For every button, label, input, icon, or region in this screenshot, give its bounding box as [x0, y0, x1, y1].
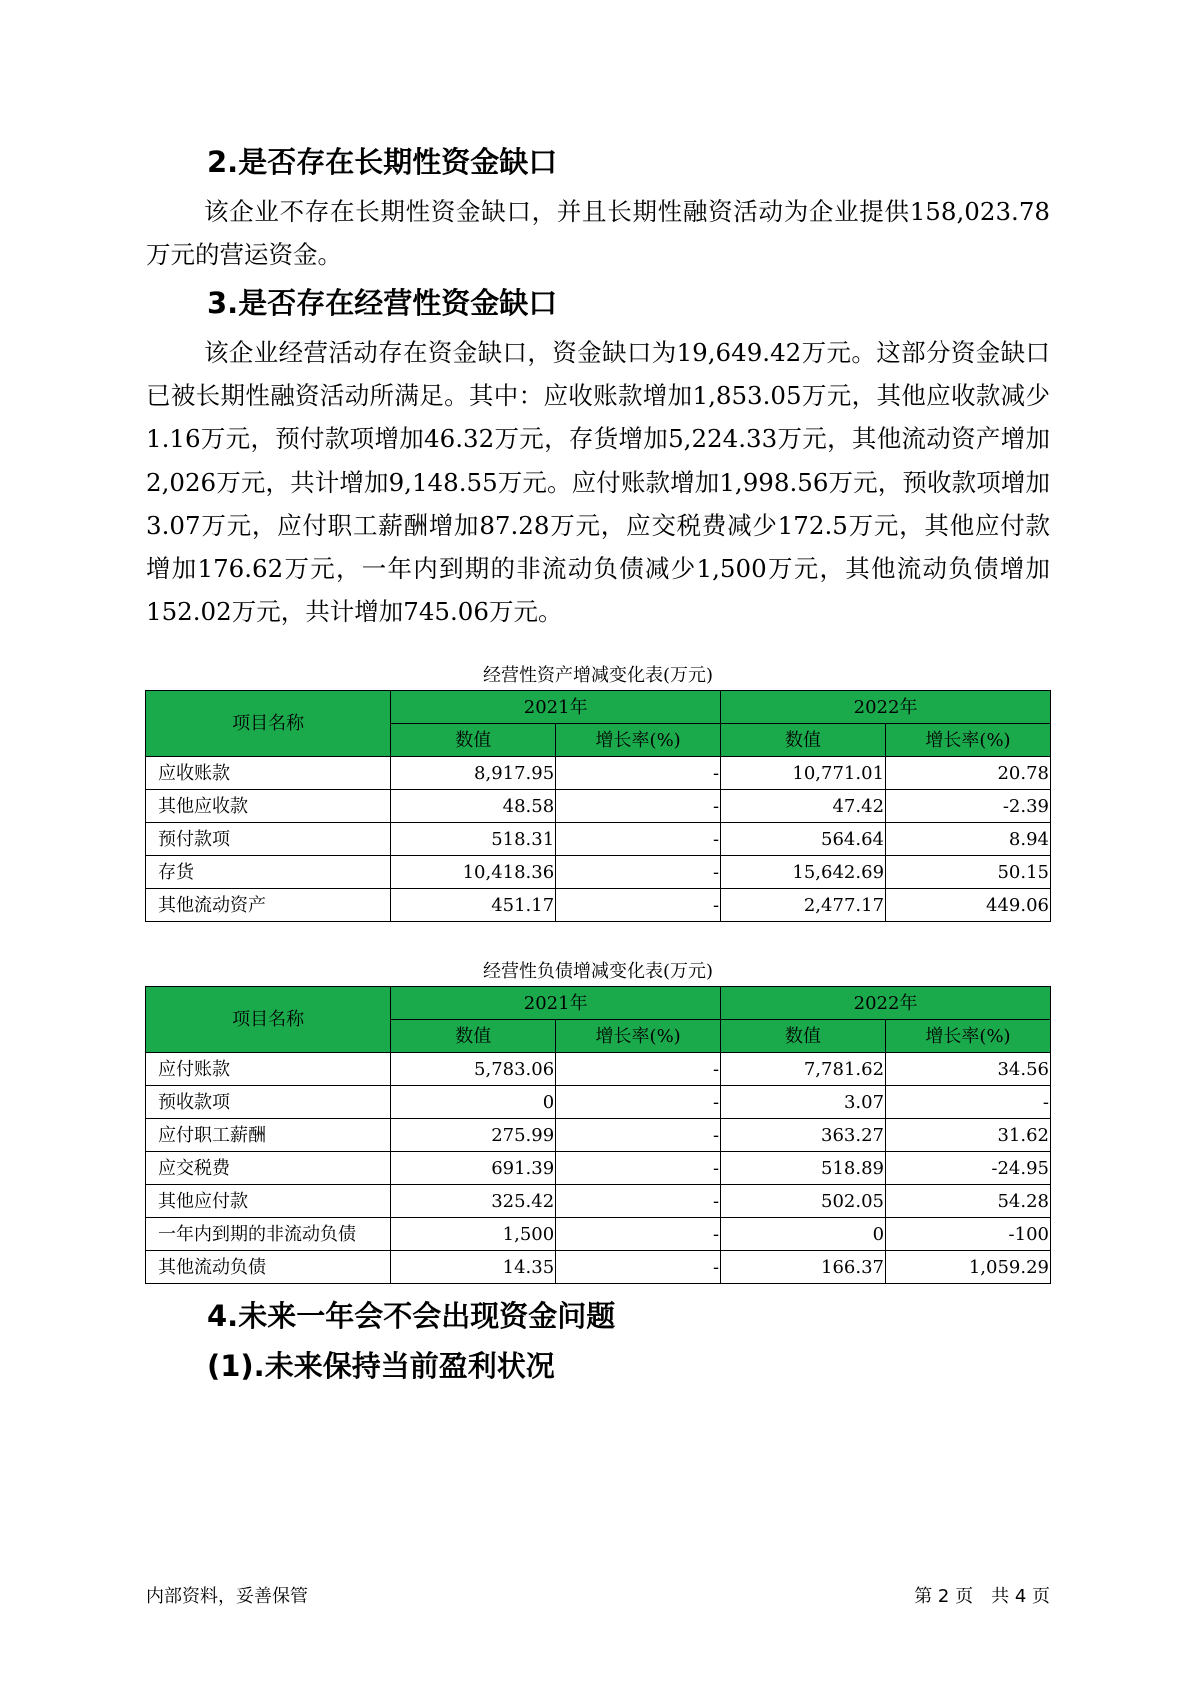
value-2021-cell: 325.42 — [391, 1185, 556, 1218]
liabilities-table — [145, 986, 1051, 1284]
value-2021-cell: 48.58 — [391, 790, 556, 823]
item-name-cell: 存货 — [146, 856, 391, 889]
table-row — [146, 1251, 1051, 1284]
item-name-cell: 其他流动负债 — [146, 1251, 391, 1284]
growth-2021-cell: - — [556, 1086, 721, 1119]
section-2-paragraph: 该企业不存在长期性资金缺口，并且长期性融资活动为企业提供158,023.78万元的营运资金。 — [146, 197, 1050, 270]
value-2022-cell: 0 — [721, 1218, 886, 1251]
item-name-cell: 预付款项 — [146, 823, 391, 856]
value-2022-cell: 15,642.69 — [721, 856, 886, 889]
table-row — [146, 889, 1051, 922]
header-growth: 增长率(%) — [556, 724, 721, 757]
table-row — [146, 823, 1051, 856]
growth-2022-cell: 20.78 — [886, 757, 1051, 790]
section-4-heading: 4.未来一年会不会出现资金问题 — [207, 1299, 616, 1333]
item-name-cell: 其他应付款 — [146, 1185, 391, 1218]
value-2021-cell: 451.17 — [391, 889, 556, 922]
item-name-cell: 其他应收款 — [146, 790, 391, 823]
table-row — [146, 856, 1051, 889]
value-2022-cell: 10,771.01 — [721, 757, 886, 790]
table-row — [146, 1086, 1051, 1119]
header-item-name: 项目名称 — [146, 987, 391, 1053]
growth-2022-cell: 50.15 — [886, 856, 1051, 889]
growth-2021-cell: - — [556, 1185, 721, 1218]
growth-2021-cell: - — [556, 1152, 721, 1185]
value-2022-cell: 564.64 — [721, 823, 886, 856]
footer-confidential-note: 内部资料，妥善保管 — [146, 1586, 308, 1607]
value-2022-cell: 502.05 — [721, 1185, 886, 1218]
item-name-cell: 应收账款 — [146, 757, 391, 790]
header-item-name: 项目名称 — [146, 691, 391, 757]
growth-2021-cell: - — [556, 1119, 721, 1152]
table-row — [146, 757, 1051, 790]
value-2021-cell: 0 — [391, 1086, 556, 1119]
value-2022-cell: 7,781.62 — [721, 1053, 886, 1086]
value-2021-cell: 275.99 — [391, 1119, 556, 1152]
value-2022-cell: 3.07 — [721, 1086, 886, 1119]
growth-2022-cell: -2.39 — [886, 790, 1051, 823]
value-2021-cell: 8,917.95 — [391, 757, 556, 790]
item-name-cell: 预收款项 — [146, 1086, 391, 1119]
growth-2022-cell: 1,059.29 — [886, 1251, 1051, 1284]
growth-2022-cell: 31.62 — [886, 1119, 1051, 1152]
growth-2022-cell: - — [886, 1086, 1051, 1119]
section-2-heading: 2.是否存在长期性资金缺口 — [207, 145, 558, 179]
value-2022-cell: 2,477.17 — [721, 889, 886, 922]
item-name-cell: 其他流动资产 — [146, 889, 391, 922]
value-2022-cell: 166.37 — [721, 1251, 886, 1284]
header-growth: 增长率(%) — [556, 1020, 721, 1053]
growth-2022-cell: 34.56 — [886, 1053, 1051, 1086]
header-value: 数值 — [391, 1020, 556, 1053]
assets-table-caption: 经营性资产增减变化表(万元) — [482, 665, 714, 686]
header-value: 数值 — [721, 724, 886, 757]
header-value: 数值 — [391, 724, 556, 757]
growth-2021-cell: - — [556, 1218, 721, 1251]
value-2021-cell: 10,418.36 — [391, 856, 556, 889]
growth-2021-cell: - — [556, 1251, 721, 1284]
header-value: 数值 — [721, 1020, 886, 1053]
item-name-cell: 应交税费 — [146, 1152, 391, 1185]
header-growth: 增长率(%) — [886, 1020, 1051, 1053]
growth-2021-cell: - — [556, 790, 721, 823]
header-year-2022: 2022年 — [721, 691, 1051, 724]
value-2021-cell: 5,783.06 — [391, 1053, 556, 1086]
section-4-1-heading: (1).未来保持当前盈利状况 — [207, 1349, 555, 1383]
value-2021-cell: 1,500 — [391, 1218, 556, 1251]
item-name-cell: 应付账款 — [146, 1053, 391, 1086]
growth-2021-cell: - — [556, 889, 721, 922]
section-3-paragraph: 该企业经营活动存在资金缺口，资金缺口为19,649.42万元。这部分资金缺口已被长期性融资活动所满足。其中：应收账款增加1,853.05万元，其他应收款减少1.16万元，预付款项增加46.32万元，存货增加5,224.33万元，其他流动资产增加2,026万元，共计增加9,148.55万元。应付账款增加1,998.56万元，预收款项增加3.07万元，应付职工薪酬增加87.28万元，应交税费减少172.5万元，其他应付款增加176.62万元，一年内到期的非流动负债减少1,500万元，其他流动负债增加152.02万元，共计增加745.06万元。 — [146, 338, 1050, 627]
footer-page-number: 第 2 页 共 4 页 — [914, 1586, 1050, 1607]
growth-2022-cell: -24.95 — [886, 1152, 1051, 1185]
table-row — [146, 1152, 1051, 1185]
item-name-cell: 应付职工薪酬 — [146, 1119, 391, 1152]
value-2022-cell: 518.89 — [721, 1152, 886, 1185]
growth-2022-cell: 449.06 — [886, 889, 1051, 922]
growth-2021-cell: - — [556, 757, 721, 790]
section-3-heading: 3.是否存在经营性资金缺口 — [207, 286, 558, 320]
growth-2022-cell: -100 — [886, 1218, 1051, 1251]
growth-2022-cell: 54.28 — [886, 1185, 1051, 1218]
table-row — [146, 790, 1051, 823]
table-row — [146, 1185, 1051, 1218]
header-year-2021: 2021年 — [391, 691, 721, 724]
growth-2021-cell: - — [556, 856, 721, 889]
growth-2022-cell: 8.94 — [886, 823, 1051, 856]
value-2022-cell: 363.27 — [721, 1119, 886, 1152]
assets-table — [145, 690, 1051, 922]
table-row — [146, 1119, 1051, 1152]
liabilities-table-caption: 经营性负债增减变化表(万元) — [482, 961, 714, 982]
value-2021-cell: 691.39 — [391, 1152, 556, 1185]
value-2022-cell: 47.42 — [721, 790, 886, 823]
header-growth: 增长率(%) — [886, 724, 1051, 757]
value-2021-cell: 518.31 — [391, 823, 556, 856]
growth-2021-cell: - — [556, 823, 721, 856]
item-name-cell: 一年内到期的非流动负债 — [146, 1218, 391, 1251]
table-row — [146, 1218, 1051, 1251]
header-year-2021: 2021年 — [391, 987, 721, 1020]
value-2021-cell: 14.35 — [391, 1251, 556, 1284]
header-year-2022: 2022年 — [721, 987, 1051, 1020]
table-row — [146, 1053, 1051, 1086]
growth-2021-cell: - — [556, 1053, 721, 1086]
